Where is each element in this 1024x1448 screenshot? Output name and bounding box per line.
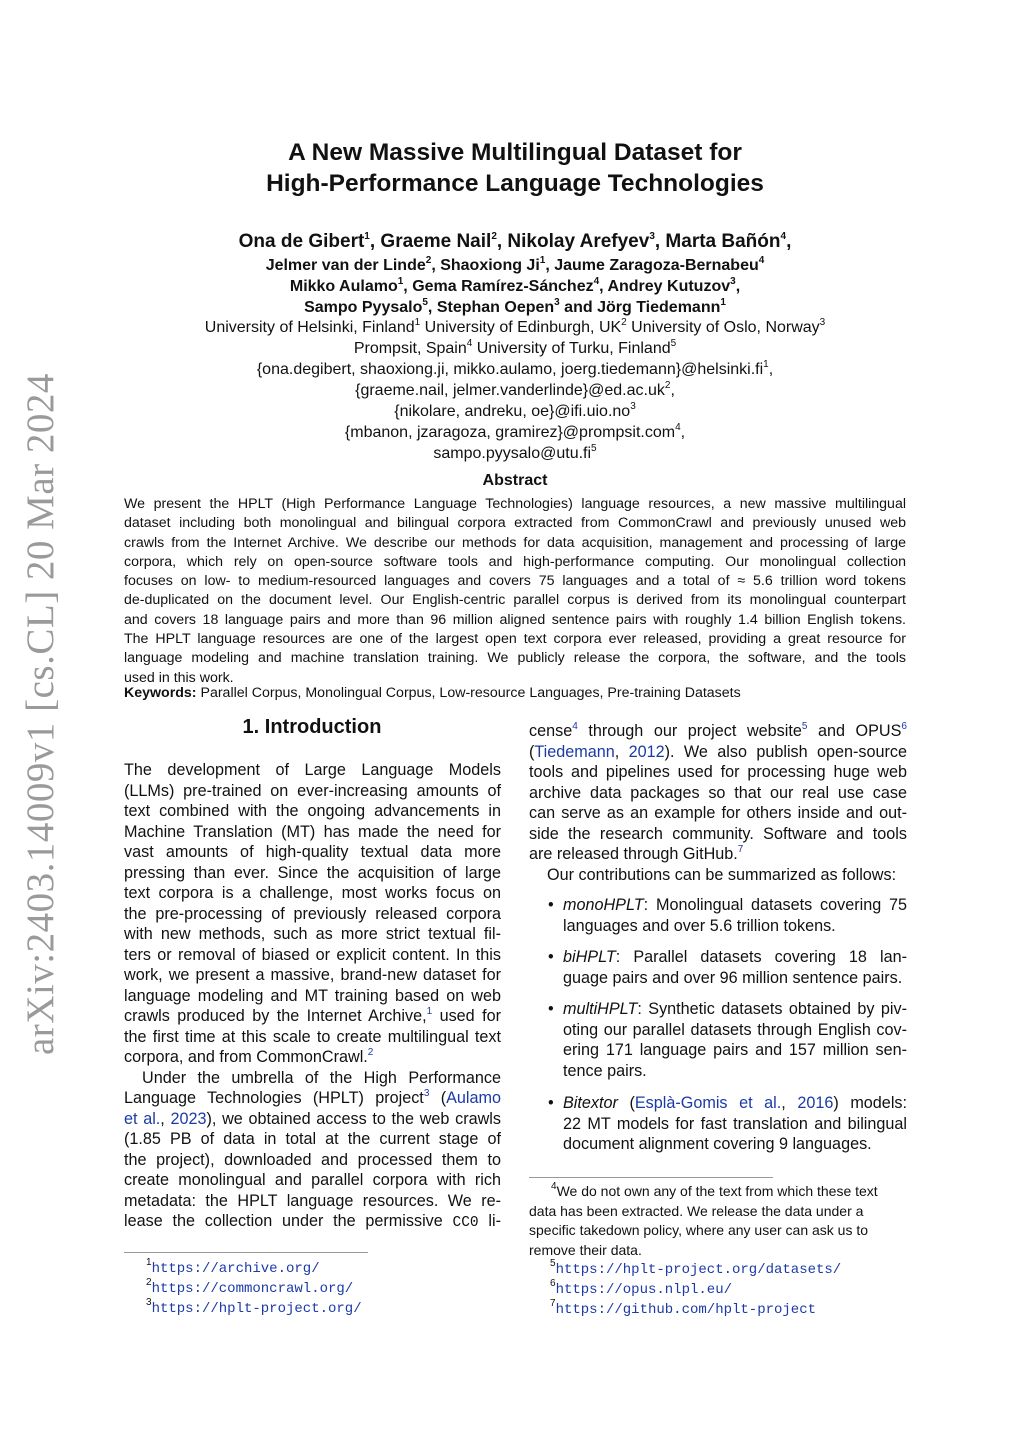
body-line: Our contributions can be summarized as follows:: [547, 865, 897, 884]
footnote-ref[interactable]: 5: [801, 720, 808, 732]
footnote-ref[interactable]: 3: [423, 1087, 430, 1099]
body-line: crawls produced by the Internet Archive,$^1$ used for: [124, 1005, 501, 1025]
footnote-ref[interactable]: 1: [426, 1005, 433, 1017]
left-column: [124, 760, 501, 1234]
footnote-line: $^4$We do not own any of the text from which these text: [551, 1181, 878, 1199]
body-line: tools and pipelines used for processing huge web: [529, 763, 907, 781]
section-heading-introduction: 1. Introduction: [242, 716, 382, 738]
affiliation-line: University of Helsinki, Finland$^1$ University of Edinburgh, $UK^2$ University of Oslo, Norway$^3$: [204, 316, 826, 336]
footnote: $^2$https://commoncrawl.org/: [146, 1277, 354, 1297]
abstract-line: and covers 18 language pairs and more than 96 million aligned sentence pairs with roughly 1.4 billion English tokens.: [124, 611, 906, 628]
abstract-body: [124, 495, 906, 688]
abstract-line: The HPLT language resources are one of the largest open text corpora ever released, providing a great resource for: [124, 631, 906, 648]
license-code: CC0: [452, 1215, 479, 1231]
body-line: guage pairs and over 96 million sentence pairs.: [563, 968, 903, 987]
body-line: 22 MT models for fast translation and bilingual: [563, 1114, 907, 1133]
footnote-url[interactable]: https://opus.nlpl.eu/: [555, 1282, 732, 1298]
keywords: [124, 684, 741, 703]
body-line: multiHPLT: Synthetic datasets obtained by piv-: [563, 1000, 907, 1018]
footnote: $^5$https://hplt-project.org/datasets/: [550, 1258, 842, 1278]
body-line: create monolingual and parallel corpora with rich: [124, 1171, 501, 1189]
abstract-line: de-duplicated on the document level. Our English-centric parallel corpus is derived from its monolingual counterpart: [124, 592, 906, 609]
abstract-line: dataset including both monolingual and bilingual corpora extracted from CommonCrawl and previously unused web: [124, 515, 906, 532]
bullet-icon: •: [548, 1094, 554, 1112]
body-line: the project), downloaded and processed them to: [124, 1150, 501, 1169]
body-line: oting our parallel datasets through English cov-: [563, 1020, 907, 1039]
body-line: side the research community. Software and tools: [529, 824, 907, 843]
footnote-rule: [124, 1252, 368, 1253]
body-line: text corpora is a challenge, most works focus on: [124, 884, 501, 902]
body-line: the pre-processing of previously released corpora: [124, 904, 501, 923]
author-line: Ona de Gibert$^1$, Graeme Nail$^2$, Nikolay Arefyev$^3$, Marta Bañón$^4$,: [238, 230, 792, 252]
paper-title: [120, 137, 910, 199]
body-line: (LLMs) pre-trained on ever-increasing amounts of: [124, 781, 501, 800]
body-line: Under the umbrella of the High Performance: [142, 1068, 501, 1087]
bullet-item: [548, 1093, 908, 1155]
footnote-ref[interactable]: 7: [737, 843, 744, 855]
abstract-line: used in this work.: [124, 669, 234, 686]
footnote-ref[interactable]: 6: [901, 720, 907, 732]
footnote-rule: [529, 1177, 773, 1178]
body-line: (Tiedemann, 2012). We also publish open-source: [529, 742, 907, 761]
body-line: the first time at this scale to create multilingual text: [124, 1027, 501, 1046]
bullet-icon: •: [548, 948, 554, 966]
bullet-item: [548, 999, 907, 1081]
footnote: $^7$https://github.com/hplt-project: [550, 1298, 817, 1318]
body-line: Language Technologies (HPLT) project$^3$ (Aulamo: [124, 1087, 502, 1107]
body-line: pressing than ever. Since the acquisition of large: [124, 863, 501, 882]
citation-link[interactable]: et al.: [124, 1109, 161, 1128]
footnote: $^1$https://archive.org/: [146, 1257, 320, 1277]
body-line: are released through GitHub.$^7$: [529, 843, 744, 863]
footnote-url[interactable]: https://archive.org/: [151, 1261, 320, 1277]
right-column: [529, 721, 907, 885]
body-line: biHPLT: Parallel datasets covering 18 lan-: [563, 948, 907, 966]
body-line: archive data packages so that our real use case: [529, 783, 907, 802]
footnote-url[interactable]: https://hplt-project.org/: [151, 1301, 362, 1317]
email-line: {graeme.nail, $jelmer.vanderlinde\}@ed.ac.uk^2$,: [355, 379, 675, 399]
body-line: lease the collection under the permissive CC0 li-: [124, 1212, 501, 1231]
bullet-icon: •: [548, 896, 554, 914]
footnote-ref[interactable]: 4: [572, 720, 578, 732]
citation-year[interactable]: 2016: [797, 1094, 834, 1112]
body-line: et al., 2023), we obtained access to the web crawls: [124, 1109, 501, 1128]
body-line: tence pairs.: [563, 1061, 647, 1080]
footnote-ref[interactable]: 2: [367, 1046, 374, 1058]
affiliations: [120, 317, 910, 464]
title-line: A New Massive Multilingual Dataset for: [288, 139, 742, 166]
citation-link[interactable]: Tiedemann: [534, 742, 615, 761]
citation-year[interactable]: 2023: [170, 1109, 207, 1128]
footnote-url[interactable]: https://hplt-project.org/datasets/: [555, 1262, 842, 1278]
email-line: {nikolare, andreku, $oe\}@ifi.uio.no^3$: [394, 400, 636, 420]
body-line: with new methods, such as more strict textual fil-: [124, 925, 501, 943]
body-line: language modeling and MT training based on web: [124, 986, 501, 1005]
body-line: cense$^4$ through our project website$^5$ and OPUS$^6$: [529, 720, 907, 740]
citation-year[interactable]: 2012: [628, 742, 665, 761]
author-line: Jelmer van der Linde$^2$, Shaoxiong Ji$^1$, Jaume Zaragoza-Bernabeu$^4$: [265, 254, 765, 274]
keywords-text: Parallel Corpus, Monolingual Corpus, Low-resource Languages, Pre-training Datasets: [200, 685, 741, 701]
arxiv-sidebar-id: arXiv:2403.14009v1 [cs.CL] 20 Mar 2024: [19, 373, 62, 1055]
footnote: [529, 1182, 907, 1260]
body-line: corpora, and from CommonCrawl.$^2$: [124, 1046, 374, 1066]
title-line: High-Performance Language Technologies: [266, 170, 764, 197]
footnote-line: remove their data.: [529, 1241, 642, 1258]
bullet-item: [548, 895, 907, 936]
abstract-line: language modeling and machine translation training. We publicly release the corpora, the software, and the tools: [124, 650, 906, 667]
body-line: metadata: the HPLT language resources. We re-: [124, 1191, 501, 1210]
footnote-url[interactable]: https://github.com/hplt-project: [555, 1302, 817, 1318]
author-line: Sampo Pyysalo$^5$, Stephan Oepen$^3$ and Jörg Tiedemann$^1$: [304, 296, 726, 316]
email-line: $sampo.pyysalo@utu.fi^5$: [433, 442, 597, 462]
citation-link[interactable]: Aulamo: [446, 1089, 502, 1107]
author-line: Mikko Aulamo$^1$, Gema Ramírez-Sánchez$^4$, Andrey Kutuzov$^3$,: [289, 275, 741, 295]
footnote: $^3$https://hplt-project.org/: [146, 1297, 362, 1317]
abstract-line: We present the HPLT (High Performance Language Technologies) language resources, a new massive multilingual: [124, 496, 906, 512]
keywords-label: Keywords:: [124, 685, 197, 701]
affiliation-line: Prompsit, Spain$^4$ University of Turku, Finland$^5$: [353, 337, 677, 357]
body-line: can serve as an example for others inside and out-: [529, 804, 907, 822]
body-line: text combined with the ongoing advancements in: [124, 802, 501, 820]
abstract-line: corpora, which rely on open-source software tools and high-performance computing. Our monolingual collection: [124, 553, 906, 570]
abstract-heading: Abstract: [482, 472, 548, 489]
email-line: {mbanon, jzaragoza, gramirez}@prompsit.com$^4$,: [344, 421, 686, 441]
email-line: {ona.degibert, shaoxiong.ji, mikko.aulamo, $joerg.tiedemann\}@helsinki.fi^1$,: [256, 358, 774, 378]
citation-link[interactable]: Esplà-Gomis et al.: [634, 1094, 782, 1112]
footnote-line: specific takedown policy, where any user can ask us to: [529, 1222, 869, 1238]
body-line: vast amounts of high-quality textual data more: [124, 843, 501, 861]
footnote-line: data has been extracted. We release the data under a: [529, 1202, 864, 1219]
abstract-line: focuses on low- to medium-resourced languages and covers 75 languages and a total of ≈ 5.6 trillion word tokens: [124, 573, 906, 590]
author-list: [120, 229, 910, 318]
body-line: (1.85 PB of data in total at the current stage of: [124, 1130, 501, 1148]
body-line: ters or removal of biased or explicit content. In this: [124, 945, 501, 964]
body-line: Machine Translation (MT) has made the need for: [124, 822, 501, 841]
body-line: ering 171 language pairs and 157 million sen-: [563, 1041, 907, 1059]
body-line: The development of Large Language Models: [124, 761, 501, 779]
abstract-line: crawls from the Internet Archive. We describe our methods for data acquisition, management and processing of large: [124, 534, 906, 551]
body-line: document alignment covering 9 languages.: [563, 1135, 872, 1153]
body-line: languages and over 5.6 trillion tokens.: [563, 916, 836, 935]
bullet-item: [548, 947, 907, 988]
body-line: Bitextor (Esplà-Gomis et al., 2016) models:: [563, 1094, 908, 1112]
footnote: $^6$https://opus.nlpl.eu/: [550, 1278, 732, 1298]
body-line: work, we present a massive, brand-new dataset for: [124, 966, 501, 984]
footnote-url[interactable]: https://commoncrawl.org/: [151, 1281, 354, 1297]
body-line: monoHPLT: Monolingual datasets covering 75: [563, 896, 907, 914]
bullet-icon: •: [548, 1000, 554, 1018]
